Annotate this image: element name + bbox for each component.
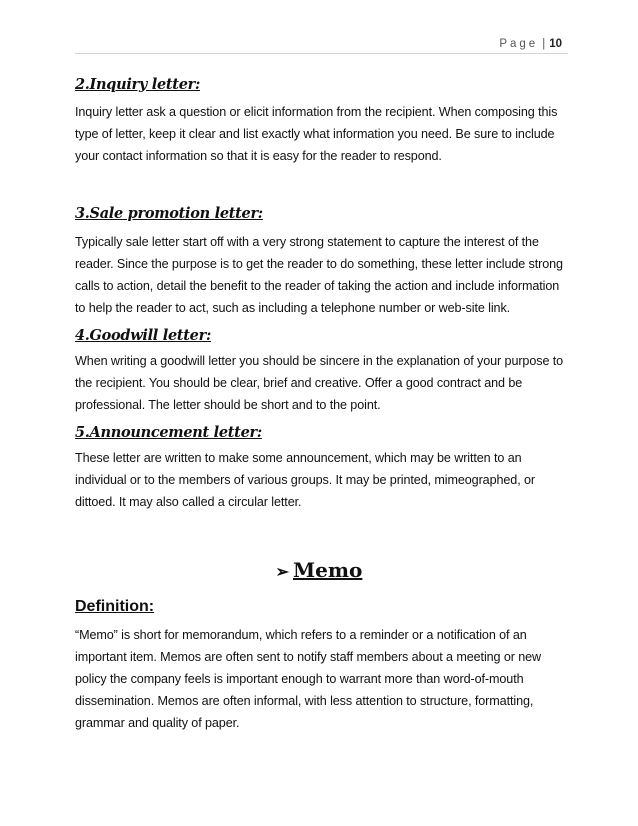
document-body bbox=[75, 70, 570, 513]
arrow-bullet-icon: ➢ bbox=[275, 562, 290, 581]
page-number: 10 bbox=[549, 38, 562, 50]
section-body-goodwill: When writing a goodwill letter you should be sincere in the explanation of your purpose to the recipient. You should be clear, brief and creative. Offer a good contract and be professional. The letter should be short and to the point. bbox=[75, 354, 564, 412]
memo-title-text: Memo bbox=[293, 558, 363, 582]
memo-section bbox=[75, 598, 570, 734]
page-label: Page bbox=[499, 38, 539, 50]
section-heading-sale-promotion: 3.Sale promotion letter: bbox=[75, 205, 263, 222]
section-heading-goodwill: 4.Goodwill letter: bbox=[75, 327, 212, 344]
page-header bbox=[499, 38, 562, 50]
section-body-sale-promotion: Typically sale letter start off with a very strong statement to capture the interest of the reader. Since the purpose is to get the reader to do something, these letter include strong calls to action, detail the benefit to the reader of taking the action and include information to help the reader to act, such as including a telephone number or web-site link. bbox=[75, 235, 563, 315]
section-body-inquiry: Inquiry letter ask a question or elicit information from the recipient. When composing this type of letter, keep it clear and list exactly what information you need. Be sure to include your contact information so that it is easy for the reader to respond. bbox=[75, 105, 558, 163]
definition-heading: Definition: bbox=[75, 598, 155, 615]
header-rule bbox=[75, 53, 568, 54]
definition-body: “Memo” is short for memorandum, which refers to a reminder or a notification of an important item. Memos are often sent to notify staff members about a meeting or new policy the company feels is important enough to warrant more than word-of-mouth dissemination. Memos are often informal, with less attention to structure, formatting, grammar and quality of paper. bbox=[75, 628, 542, 730]
memo-title bbox=[0, 558, 638, 582]
section-heading-announcement: 5.Announcement letter: bbox=[75, 424, 262, 441]
section-heading-inquiry: 2.Inquiry letter: bbox=[75, 76, 201, 93]
page-separator: | bbox=[542, 38, 546, 50]
section-body-announcement: These letter are written to make some announcement, which may be written to an individual or to the members of various groups. It may be printed, mimeographed, or dittoed. It may also called a circular letter. bbox=[75, 451, 536, 509]
